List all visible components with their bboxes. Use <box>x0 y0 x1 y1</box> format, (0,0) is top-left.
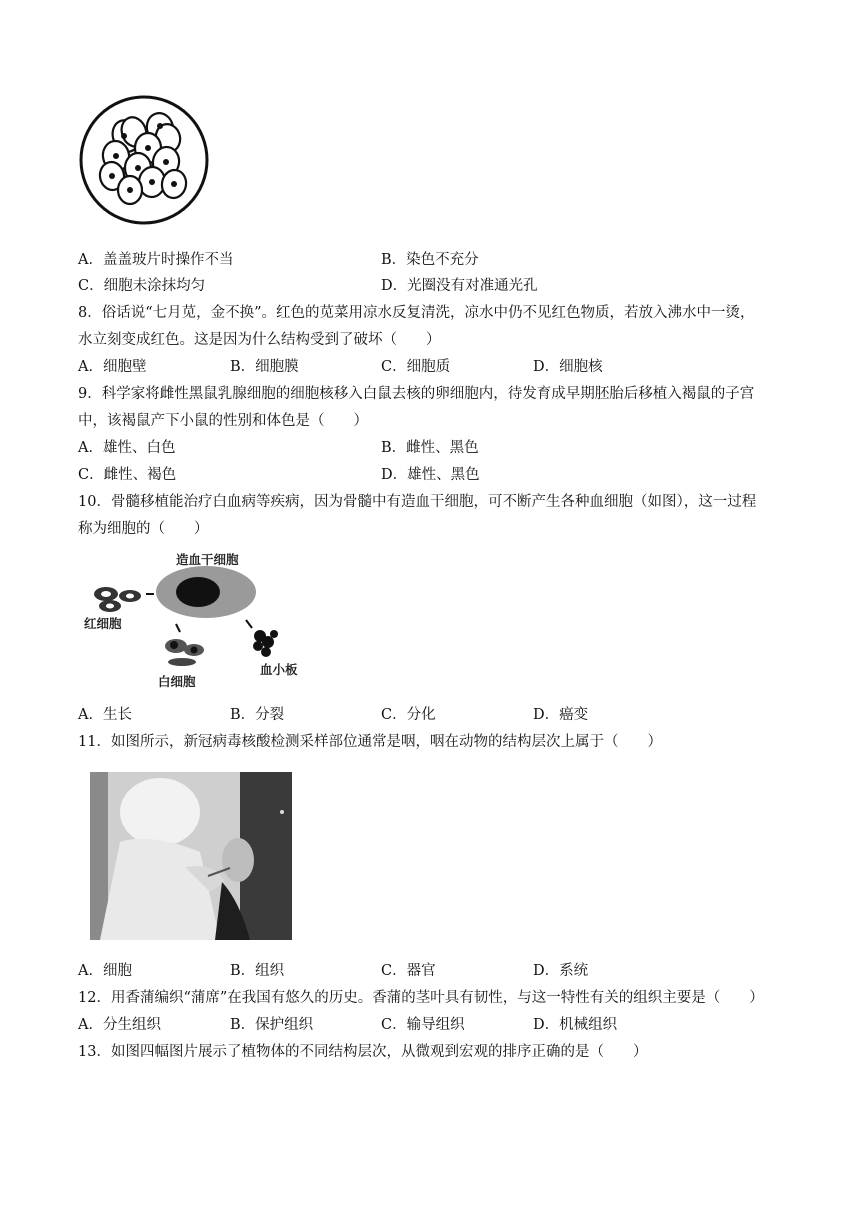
q9-option-a: A．雄性、白色 <box>78 440 176 456</box>
q10-option-a: A．生长 <box>78 707 132 723</box>
label-stem-cell: 造血干细胞 <box>176 552 239 567</box>
q7-option-c: C．细胞未涂抹均匀 <box>78 278 206 294</box>
q8-option-b: B．细胞膜 <box>230 359 299 375</box>
q10-option-c: C．分化 <box>381 707 436 723</box>
q11-option-b: B．组织 <box>230 963 285 979</box>
label-white-cell: 白细胞 <box>158 674 196 689</box>
q8-option-d: D．细胞核 <box>533 359 603 375</box>
white-blood-cells <box>165 639 204 666</box>
q12-option-d: D．机械组织 <box>533 1017 618 1033</box>
q9-option-b: B．雌性、黑色 <box>381 440 479 456</box>
q13-stem-line1: 13．如图四幅图片展示了植物体的不同结构层次，从微观到宏观的排序正确的是（ ） <box>78 1044 648 1060</box>
label-red-cell: 红细胞 <box>84 616 122 631</box>
q11-stem-line1: 11．如图所示，新冠病毒核酸检测采样部位通常是咽，咽在动物的结构层次上属于（ ） <box>78 734 662 750</box>
q10-option-d: D．癌变 <box>533 707 589 723</box>
q11-option-d: D．系统 <box>533 963 589 979</box>
q9-stem-line2: 中，该褐鼠产下小鼠的性别和体色是（ ） <box>78 413 368 429</box>
label-platelet: 血小板 <box>260 662 298 677</box>
q11-option-a: A．细胞 <box>78 963 132 979</box>
q8-stem-line1: 8．俗话说“七月苋，金不换”。红色的苋菜用凉水反复清洗，凉水中仍不见红色物质，若放入沸水中一烫， <box>78 305 755 321</box>
blood-cell-differentiation-figure <box>78 546 318 694</box>
q12-stem-line1: 12．用香蒲编织“蒲席”在我国有悠久的历史。香蒲的茎叶具有韧性，与这一特性有关的组织主要是（ ） <box>78 990 764 1006</box>
throat-swab-photo <box>90 772 292 940</box>
q11-option-c: C．器官 <box>381 963 436 979</box>
q8-stem-line2: 水立刻变成红色。这是因为什么结构受到了破坏（ ） <box>78 332 441 348</box>
microscope-view-figure <box>78 92 210 228</box>
platelets <box>253 630 278 657</box>
q12-option-c: C．输导组织 <box>381 1017 465 1033</box>
q7-option-d: D．光圈没有对准通光孔 <box>381 278 538 294</box>
q9-option-d: D．雄性、黑色 <box>381 467 480 483</box>
q9-stem-line1: 9．科学家将雌性黑鼠乳腺细胞的细胞核移入白鼠去核的卵细胞内，待发育成早期胚胎后移植入褐鼠的子宫 <box>78 386 755 402</box>
q7-option-b: B．染色不充分 <box>381 252 479 268</box>
q10-stem-line1: 10．骨髓移植能治疗白血病等疾病，因为骨髓中有造血干细胞，可不断产生各种血细胞（如图），这一过程 <box>78 494 757 510</box>
q8-option-c: C．细胞质 <box>381 359 451 375</box>
q12-option-a: A．分生组织 <box>78 1017 161 1033</box>
red-blood-cells <box>94 587 141 612</box>
q10-stem-line2: 称为细胞的（ ） <box>78 521 209 537</box>
q8-option-a: A．细胞壁 <box>78 359 147 375</box>
q12-option-b: B．保护组织 <box>230 1017 314 1033</box>
q10-option-b: B．分裂 <box>230 707 285 723</box>
q9-option-c: C．雌性、褐色 <box>78 467 177 483</box>
q7-option-a: A．盖盖玻片时操作不当 <box>78 252 234 268</box>
